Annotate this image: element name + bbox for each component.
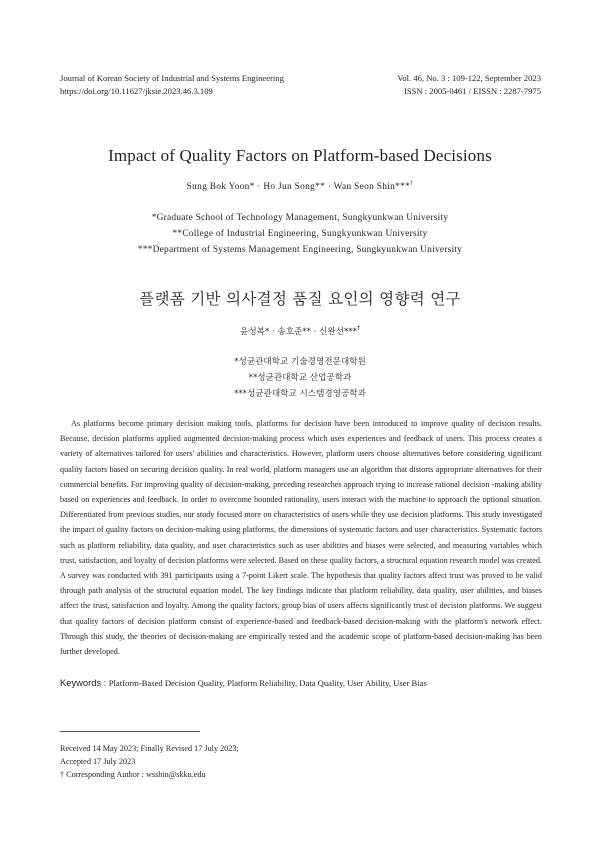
author-list xyxy=(0,181,600,192)
keywords-value: Platform-Based Decision Quality, Platform Reliability, Data Quality, User Ability, User Bias xyxy=(108,678,427,688)
volume-info: Vol. 46, No. 3 : 109-122, September 2023 xyxy=(397,73,541,83)
affiliation-3: ***Department of Systems Management Engineering, Sungkyunkwan University xyxy=(137,245,463,255)
korean-affiliation-2: **성균관대학교 산업공학과 xyxy=(248,373,352,383)
keywords-label: Keywords : xyxy=(60,677,107,688)
journal-header-right xyxy=(397,72,541,98)
dagger-mark: † xyxy=(60,770,65,779)
footnotes xyxy=(60,742,239,781)
doi-link[interactable]: https://doi.org/10.11627/jksie.2023.46.3.109 xyxy=(60,86,213,96)
issn: ISSN : 2005-0461 / EISSN : 2287-7975 xyxy=(403,86,541,96)
footnote-divider xyxy=(60,731,200,732)
affiliations xyxy=(0,210,600,258)
journal-name: Journal of Korean Society of Industrial and Systems Engineering xyxy=(60,73,284,83)
affiliation-1: *Graduate School of Technology Management, Sungkyunkwan University xyxy=(151,213,449,223)
received-date: Received 14 May 2023; Finally Revised 17 July 2023; xyxy=(60,744,239,753)
korean-author-list xyxy=(0,325,600,337)
journal-header-left xyxy=(60,72,284,98)
corresponding-mark: † xyxy=(410,181,414,187)
author-names: Sung Bok Yoon* · Ho Jun Song** · Wan Seon Shin*** xyxy=(186,182,411,193)
korean-corresponding-mark: † xyxy=(356,325,360,333)
korean-affiliation-1: *성균관대학교 기술경영전문대학원 xyxy=(234,357,366,367)
korean-title: 플랫폼 기반 의사결정 품질 요인의 영향력 연구 xyxy=(139,290,461,308)
korean-affiliations xyxy=(0,354,600,402)
paper-title: Impact of Quality Factors on Platform-based Decisions xyxy=(108,146,492,165)
accepted-date: Accepted 17 July 2023 xyxy=(60,757,136,766)
keywords xyxy=(60,677,427,688)
corresponding-author xyxy=(60,768,239,781)
korean-affiliation-3: ***성균관대학교 시스템경영공학과 xyxy=(234,389,366,399)
korean-author-names: 윤성복* · 송호준** · 신완선*** xyxy=(240,327,357,337)
corresponding-email[interactable]: Corresponding Author : wsshin@skku.edu xyxy=(66,770,206,779)
affiliation-2: **College of Industrial Engineering, Sungkyunkwan University xyxy=(172,229,428,239)
abstract: As platforms become primary decision making tools, platforms for decision have been introduced to improve quality of decision results. Because, decision platforms applied augmented decision-making process which uses experiences and feedback of users. This process creates a variety of alternatives tailored for users' abilities and characteristics. However, platform users choose alternatives before considering significant quality factors based on securing decision quality. In real world, platform managers use an algorithm that distorts appropriate alternatives for their commercial benefits. For improving quality of decision-making, preceding researches approach trying to increase rational decision -making ability based on experiences and feedback. In order to overcome bounded rationality, users interact with the machine to approach the optional situation. Differentiated from previous studies, our study focused more on characteristics of users while they use decision platforms. This study investigated the impact of quality factors on decision-making using platforms, the dimensions of systematic factors and user characteristics. Systematic factors such as platform reliability, data quality, and user characteristics such as user abilities and biases were selected, and measuring variables which trust, satisfaction, and loyalty of decision platforms were selected. Based on these quality factors, a structural equation research model was created. A survey was conducted with 391 participants using a 7-point Likert scale. The hypothesis that quality factors affect trust was proved to be valid through path analysis of the structural equation model. The key findings indicate that platform reliability, data quality, user abilities, and biases affect the trust, satisfaction and loyalty. Among the quality factors, group bias of users affects significantly trust of decision platforms. We suggest that quality factors of decision platform consist of experience-based and feedback-based decision-making with the platform's network effect. Through this study, the theories of decision-making are empirically tested and the academic scope of platform-based decision-making has been further developed. xyxy=(60,419,542,657)
